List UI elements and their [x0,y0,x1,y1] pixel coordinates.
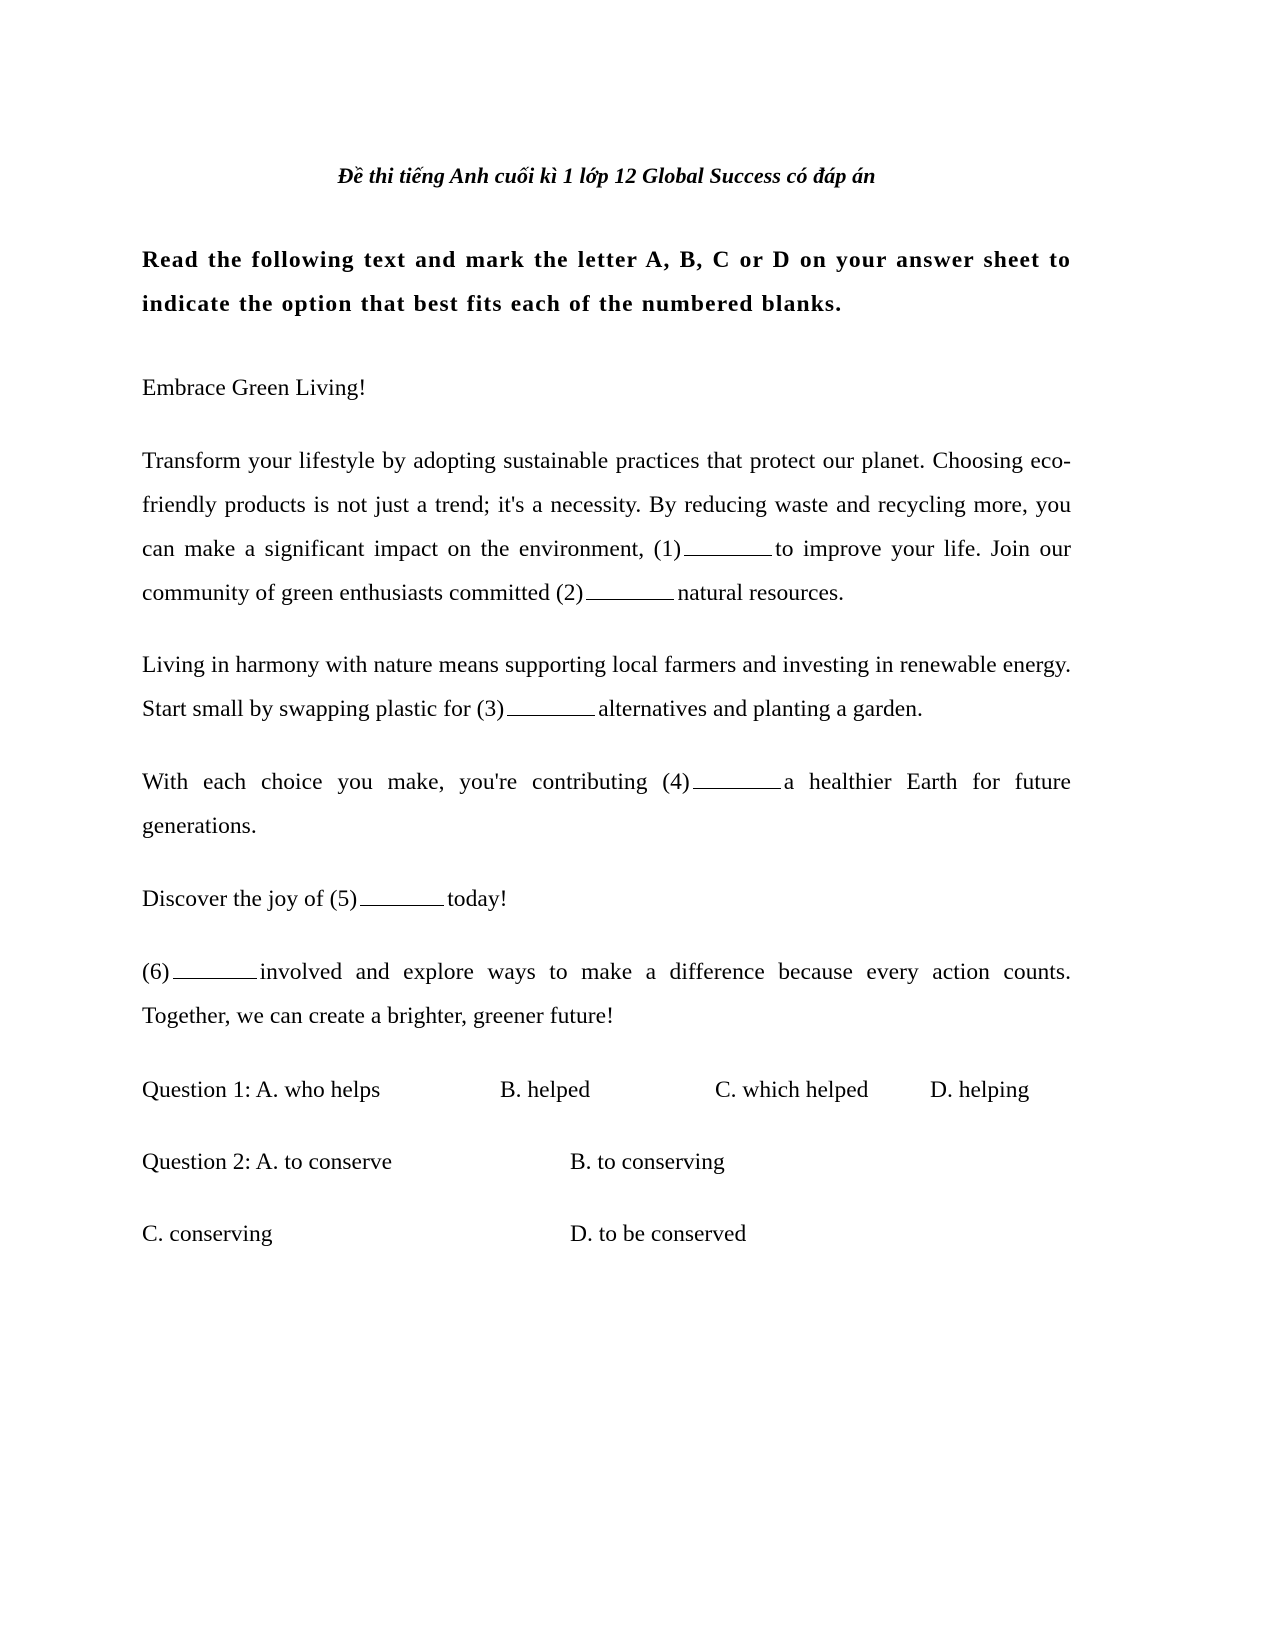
document-content [142,0,1071,1257]
blank-2 [586,577,674,600]
blank-1 [684,533,772,556]
question-1-option-d[interactable]: D. helping [930,1077,1030,1104]
passage-p1-text-b: to improve your life. Join our community of green enthusiasts committed (2) [142,535,1071,606]
passage-p2-text-a: Living in harmony with nature means supporting local farmers and investing in renewable energy. Start small by swapping plastic for (3) [142,652,1071,723]
question-1-option-a[interactable]: A. who helps [255,1077,381,1104]
passage-paragraph-1 [142,411,1071,616]
passage-p3-text-a: With each choice you make, you're contributing (4) [142,769,690,796]
passage-p1-text-c: natural resources. [677,579,845,606]
blank-6 [173,957,257,980]
instruction-paragraph: Read the following text and mark the letter A, B, C or D on your answer sheet to indicate the option that best fits each of the numbered blanks. [142,246,1071,318]
blank-4 [693,767,781,790]
question-1-option-c[interactable]: C. which helped [715,1077,869,1104]
question-2-option-a[interactable]: A. to conserve [255,1149,392,1176]
passage-paragraph-2 [142,615,1071,732]
passage-p5-text-a: (6) [142,959,170,986]
blank-5 [360,884,444,907]
passage-heading: Embrace Green Living! [142,374,367,401]
question-2-option-c[interactable]: C. conserving [142,1221,273,1248]
question-1-option-b[interactable]: B. helped [500,1077,591,1104]
question-2-label: Question 2: [142,1149,252,1176]
passage-paragraph-5 [142,922,1071,1039]
question-1-label: Question 1: [142,1077,252,1104]
question-2-option-d[interactable]: D. to be conserved [570,1221,747,1248]
question-row-2 [142,1141,1071,1185]
passage-paragraph-3 [142,732,1071,849]
passage-p2-text-b: alternatives and planting a garden. [598,696,923,723]
passage-p1-text-a: Transform your lifestyle by adopting sustainable practices that protect our planet. Choosing eco-friendly products is not just a trend; it's a necessity. By reducing waste and recycling more, you can make a significant impact on the environment, (1) [142,447,1071,562]
question-row-2-continued [142,1213,1071,1257]
passage-p3-text-b: a healthier Earth for future generations. [142,769,1072,840]
passage-p5-text-b: involved and explore ways to make a difference because every action counts. Together, we can create a brighter, greener future! [142,959,1071,1030]
question-2-label-and-option-a [142,1141,392,1185]
blank-3 [507,694,595,717]
question-1-label-and-option-a [142,1069,380,1113]
passage-p4-text-a: Discover the joy of (5) [142,886,358,913]
question-row-1 [142,1069,1071,1113]
question-2-option-b[interactable]: B. to conserving [570,1149,725,1176]
passage-p4-text-b: today! [447,886,508,913]
passage-paragraph-4 [142,849,1071,922]
page-title: Đề thi tiếng Anh cuối kì 1 lớp 12 Global Success có đáp án [337,163,876,188]
